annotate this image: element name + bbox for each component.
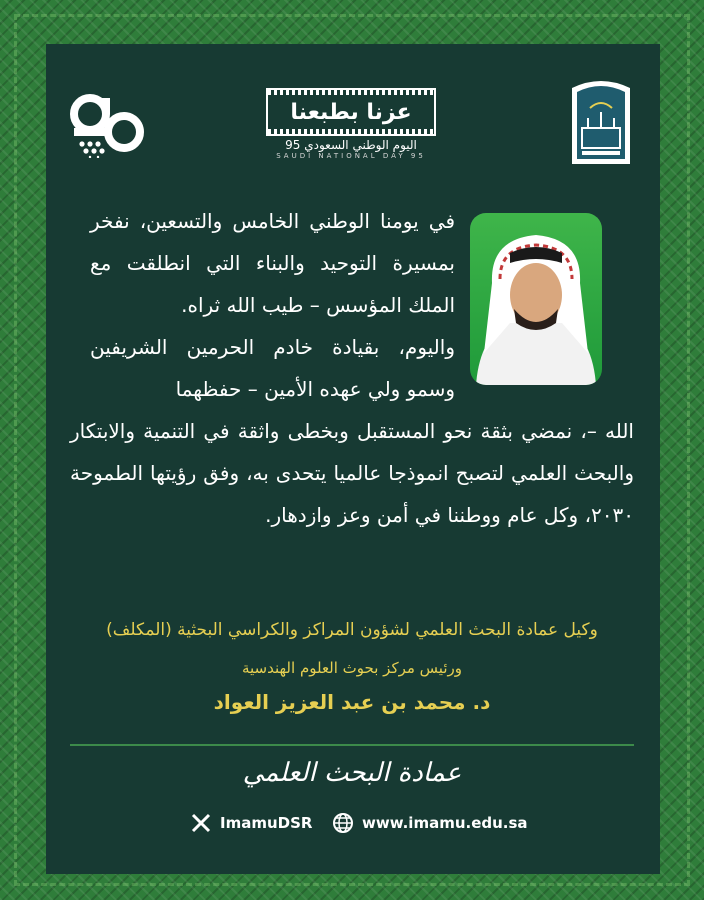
- national-title-box: [266, 88, 436, 136]
- website-link[interactable]: www.imamu.edu.sa: [362, 814, 528, 832]
- national-subtitle-en: SAUDI NATIONAL DAY 95: [276, 152, 426, 160]
- message-paragraph-2: واليوم، بقيادة خادم الحرمين الشريفين وسمو ولي عهده الأمين – حفظهما: [90, 335, 455, 401]
- signature-name: د. محمد بن عبد العزيز العواد: [213, 690, 491, 714]
- x-icon[interactable]: [190, 812, 212, 834]
- signature-title: وكيل عمادة البحث العلمي لشؤون المراكز والكراسي البحثية (المكلف): [106, 620, 598, 640]
- x-handle-link[interactable]: ImamuDSR: [220, 814, 313, 832]
- message-paragraph-3: الله –، نمضي بثقة نحو المستقبل وبخطى واثقة في التنمية والابتكار والبحث العلمي لتصبح انموذجا عالميا يتحدى به، وفق رؤيتها الطموحة ٢٠٣٠، وكل عام ووطننا في أمن وعز وازدهار.: [70, 419, 634, 527]
- footer-links: [70, 812, 634, 836]
- university-crest-icon: [568, 78, 634, 168]
- signature-role: ورئيس مركز بحوث العلوم الهندسية: [241, 659, 462, 677]
- national-day-emblem: [266, 88, 436, 162]
- brand-logo-icon: [70, 92, 152, 158]
- national-title: عزنا بطبعنا: [290, 99, 412, 125]
- portrait-photo: [470, 213, 602, 385]
- globe-icon[interactable]: [332, 812, 354, 834]
- message-paragraph-1: في يومنا الوطني الخامس والتسعين، نفخر بمسيرة التوحيد والبناء التي انطلقت مع الملك المؤسس – طيب الله ثراه.: [90, 209, 455, 317]
- person-figure-icon: [470, 213, 602, 385]
- divider: [70, 744, 634, 746]
- national-subtitle: اليوم الوطني السعودي 95: [285, 138, 417, 152]
- deanship-calligraphy: عمادة البحث العلمي: [242, 758, 462, 788]
